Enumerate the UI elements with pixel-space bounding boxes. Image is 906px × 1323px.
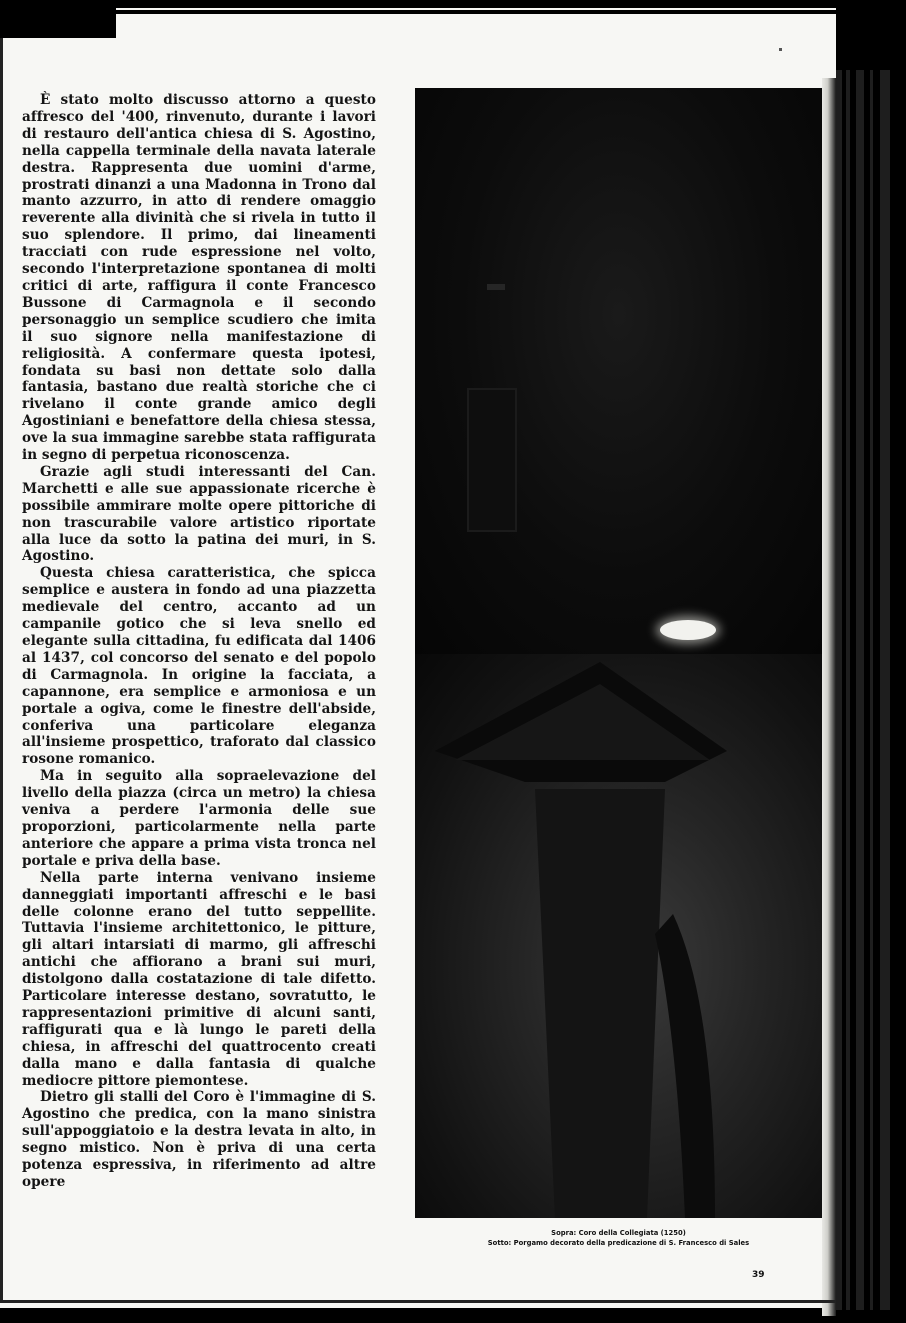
photo-choir-collegiata <box>415 88 822 654</box>
right-border-strip-4 <box>870 70 873 1310</box>
page-number: 39 <box>752 1270 765 1280</box>
right-border-strip-2 <box>846 70 850 1310</box>
right-border-strip-5 <box>880 70 890 1310</box>
photo-detail-bracket <box>487 284 505 290</box>
photo-light-spot <box>660 620 716 640</box>
article-paragraph-1: È stato molto discusso attorno a questo affresco del '400, rinvenuto, durante i lavori di restauro dell'antica chiesa di S. Agostino, nella cappella terminale della navata laterale destra. Rappresenta due uomini d'arme, prostrati dinanzi a una Madonna in Trono dal manto azzurro, in atto di rendere omaggio reverente alla divinità che si rivela in tutto il suo splendore. Il primo, dai lineamenti tracciati con rude espressione nel volto, secondo l'interpretazione spontanea di molti critici di arte, raffigura il conte Francesco Bussone di Carmagnola e il secondo personaggio un semplice scudiero che imita il suo signore nella manifestazione di religiosità. A confermare questa ipotesi, fondata su basi non dettate solo dalla fantasia, bastano due realtà storiche che ci rivelano il conte grande amico degli Agostiniani e benefattore della chiesa stessa, ove la sua immagine sarebbe stata raffigurata in segno di perpetua riconoscenza. <box>22 92 376 464</box>
page-curl-shadow <box>822 78 836 1316</box>
article-paragraph-3: Questa chiesa caratteristica, che spicca semplice e austera in fondo ad una piazzetta medievale del centro, accanto ad un campanile gotico che si leva snello ed elegante sulla cittadina, fu edificata dal 1406 al 1437, col concorso del senato e del popolo di Carmagnola. In origine la facciata, a capannone, era semplice e armoniosa e un portale a ogiva, come le finestre dell'abside, conferiva una particolare eleganza all'insieme prospettico, traforato dal classico rosone romanico. <box>22 565 376 768</box>
pulpit-canopy-shape <box>415 654 822 1218</box>
bottom-edge <box>0 1300 836 1303</box>
right-border-strip-3 <box>856 70 864 1310</box>
corner-tab <box>0 8 116 38</box>
article-paragraph-6: Dietro gli stalli del Coro è l'immagine di S. Agostino che predica, con la mano sinistra sull'appoggiatoio e la destra levata in alto, in segno mistico. Non è priva di una certa potenza espressiva, in riferimento ad altre opere <box>22 1089 376 1190</box>
article-paragraph-5: Nella parte interna venivano insieme danneggiati importanti affreschi e le basi delle colonne erano del tutto seppellite. Tuttavia l'insieme architettonico, le pitture, gli altari intarsiati di marmo, gli affreschi antichi che affiorano a brani sui muri, distolgono dalla costatazione di tale difetto. Particolare interesse destano, sovratutto, le rappresentazioni primitive di alcuni santi, raffigurati qua e là lungo le pareti della chiesa, in affreschi del quattrocento creati dalla mano e dalla fantasia di qualche mediocre pittore piemontese. <box>22 869 376 1089</box>
caption-top-photo: Sopra: Coro della Collegiata (1250) <box>551 1229 686 1237</box>
article-paragraph-4: Ma in seguito alla sopraelevazione del livello della piazza (circa un metro) la chiesa veniva a perdere l'armonia delle sue proporzioni, particolarmente nella parte anteriore che appare a prima vista tronca nel portale e priva della base. <box>22 768 376 869</box>
print-speck <box>779 48 782 51</box>
photo-pulpit <box>415 654 822 1218</box>
left-edge <box>0 38 3 1300</box>
article-paragraph-2: Grazie agli studi interessanti del Can. Marchetti e alle sue appassionate ricerche è possibile ammirare molte opere pittoriche di non trascurabile valore artistico riportate alla luce da sotto la patina dei muri, in S. Agostino. <box>22 463 376 565</box>
right-border-strip-1 <box>836 70 842 1310</box>
article-text-column <box>22 92 376 1191</box>
caption-bottom-photo: Sotto: Porgamo decorato della predicazione di S. Francesco di Sales <box>487 1239 750 1247</box>
photo-detail-niche <box>467 388 517 532</box>
top-rule <box>116 10 836 14</box>
magazine-page <box>0 8 836 1308</box>
photo-captions <box>415 1228 822 1248</box>
